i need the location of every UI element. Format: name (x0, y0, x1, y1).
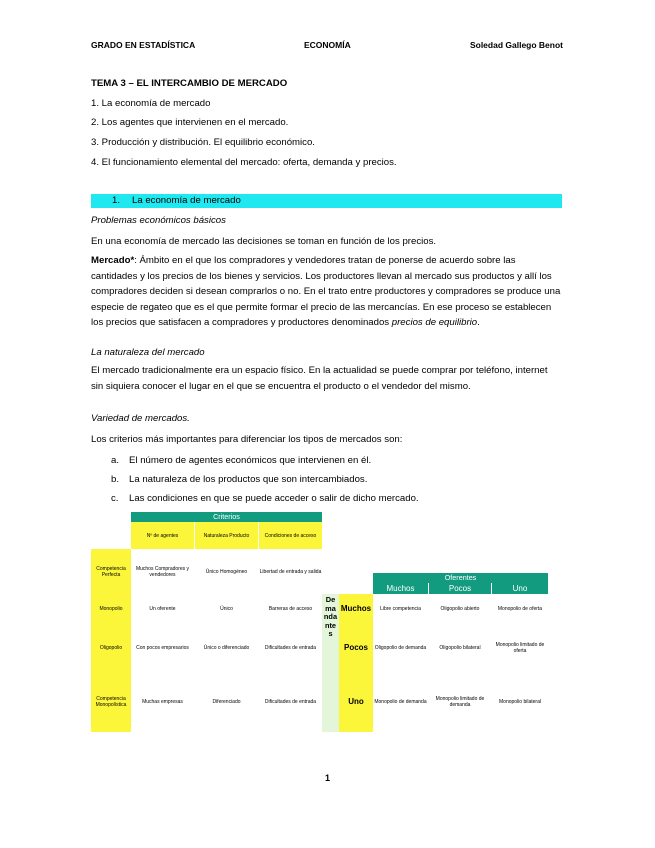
column-header: Muchos (373, 583, 428, 594)
column-header: Pocos (429, 583, 491, 594)
side-label-line: nda (323, 612, 338, 622)
paragraph-mercado (91, 253, 561, 331)
subheading-problems: Problemas económicos básicos (91, 215, 226, 226)
table-cell: Único (220, 606, 233, 612)
table-cell: Oligopolio de demanda (374, 644, 427, 651)
table-cell: Monopolio limitado de oferta (495, 641, 545, 654)
side-label-demandantes (322, 594, 339, 732)
column-header: Naturaleza Producto (195, 522, 258, 549)
topic-item: 1. La economía de mercado (91, 98, 211, 109)
mercado-definition-italic: precios de equilibrio (391, 317, 478, 329)
table-cell: Monopolio limitado de demanda (435, 695, 485, 708)
list-letter: a. (111, 455, 120, 466)
subheading-nature: La naturaleza del mercado (91, 347, 205, 358)
table-cell: Único Homogéneo (205, 568, 248, 575)
table-cell: Libertad de entrada y salida (259, 568, 322, 575)
row-label: Competencia Perfecta (91, 549, 131, 594)
list-item: El número de agentes económicos que intervienen en él. (129, 455, 372, 466)
header-center: ECONOMÍA (304, 40, 351, 50)
table-cell: Libre competencia (380, 606, 421, 612)
section-number: 1. (112, 195, 121, 206)
topic-title: TEMA 3 – EL INTERCAMBIO DE MERCADO (91, 78, 288, 89)
row-label: Muchos (339, 594, 373, 624)
mercado-definition-end: . (477, 317, 480, 329)
section-title: La economía de mercado (132, 195, 241, 206)
topic-item: 2. Los agentes que intervienen en el mercado. (91, 117, 289, 128)
table-cell: Monopolio de demanda (374, 698, 427, 705)
side-label-line: nte (324, 620, 337, 630)
table-cell: Diferenciado (212, 698, 241, 705)
table-cell: Oligopolio bilateral (439, 644, 481, 651)
table-cell: Monopolio de oferta (497, 606, 543, 612)
column-header: Uno (492, 583, 548, 594)
section-heading (91, 194, 562, 208)
row-label: Monopolio (91, 594, 131, 624)
topic-item: 3. Producción y distribución. El equilibrio económico. (91, 137, 315, 148)
column-header: Condiciones de acceso (259, 522, 322, 549)
row-label: Competencia Monopolística (91, 671, 131, 732)
topic-item: 4. El funcionamiento elemental del mercado: oferta, demanda y precios. (91, 157, 397, 168)
header-right: Soledad Gallego Benot (469, 40, 563, 50)
header-left: GRADO EN ESTADÍSTICA (91, 40, 196, 50)
row-label: Pocos (339, 624, 373, 671)
subheading-variety: Variedad de mercados. (91, 413, 190, 424)
mercado-definition: : Ámbito en el que los compradores y vendedores tratan de ponerse de acuerdo sobre las cantidades y los precios de los bienes y servicios. Los productores llevan al mercado sus productos y allí los compradores deciden si desean comprarlos o no. En el trato entre productores y compradores se produce una especie de regateo que es el que permite formar el precio de las mercancías. En ese proceso se establecen los precios que satisfacen a compradores y productores denominados (91, 255, 561, 329)
table-cell: Monopolio bilateral (499, 698, 541, 705)
table-title: Criterios (131, 512, 322, 522)
side-label-line: De (325, 595, 336, 604)
paragraph-intro: En una economía de mercado las decisiones se toman en función de los precios. (91, 236, 437, 247)
list-letter: b. (111, 474, 120, 485)
table-cell: Un oferente (149, 606, 176, 612)
table-cell: Muchos Compradores y vendedores (135, 565, 190, 578)
term-mercado: Mercado* (91, 255, 135, 266)
table-cell: Dificultades de entrada (264, 698, 317, 705)
table-cell: Oligopolio abierto (440, 606, 480, 612)
page-number: 1 (325, 773, 331, 783)
table-cell: Barreras de acceso (268, 606, 313, 612)
list-item: La naturaleza de los productos que son intercambiados. (129, 474, 368, 485)
table-cell: Único o diferenciado (203, 644, 250, 651)
list-letter: c. (111, 493, 119, 504)
paragraph-criteria: Los criterios más importantes para diferenciar los tipos de mercados son: (91, 434, 403, 445)
list-item: Las condiciones en que se puede acceder o salir de dicho mercado. (129, 493, 419, 504)
paragraph-nature: El mercado tradicionalmente era un espacio físico. En la actualidad se puede comprar por teléfono, internet sin siquiera conocer el lugar en el que se encuentra el producto o el vendedor del mismo. (91, 365, 548, 392)
column-header: Nº de agentes (131, 522, 194, 549)
row-label: Uno (339, 671, 373, 732)
table-cell: Con pocos empresarios (136, 644, 189, 651)
side-label-line: ma (325, 603, 336, 613)
table-cell: Dificultades de entrada (264, 644, 317, 651)
row-label: Oligopolio (91, 624, 131, 671)
table-cell: Muchas empresas (142, 698, 183, 705)
table-top-header: Oferentes (373, 573, 548, 583)
side-label-line: s (328, 629, 333, 639)
